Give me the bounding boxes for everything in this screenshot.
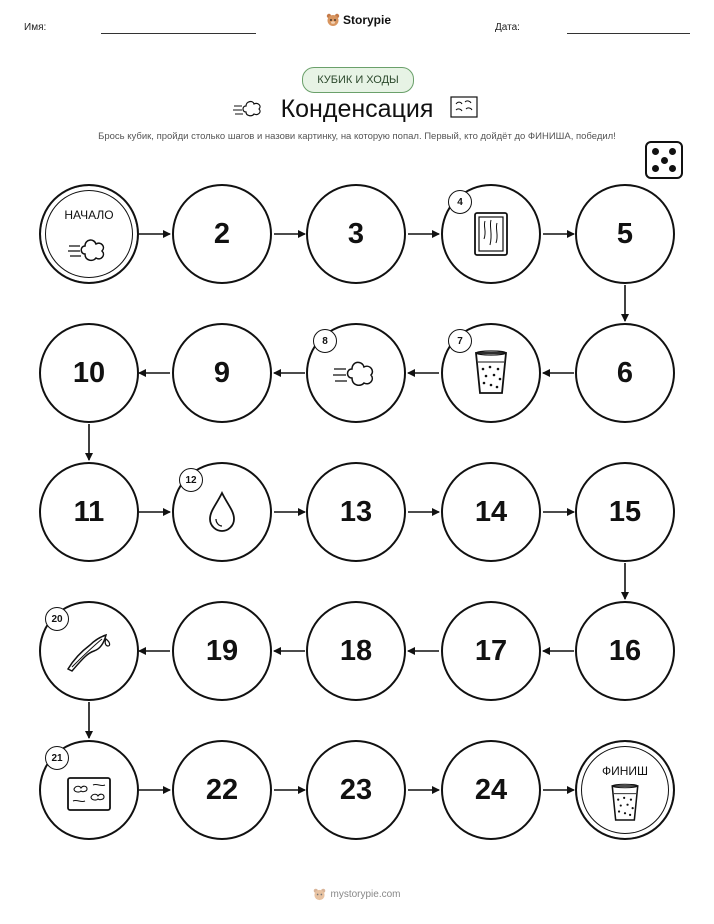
board-cell[interactable] (172, 184, 272, 284)
cell-number: 22 (205, 773, 239, 806)
name-label: Имя: (24, 22, 47, 33)
footer-url[interactable]: mystorypie.com (330, 889, 401, 900)
water-drop-icon (206, 491, 238, 533)
foggy-window-icon (471, 211, 511, 257)
cell-number-badge: 4 (448, 190, 472, 214)
cell-number: 6 (616, 356, 634, 389)
cell-number: 24 (474, 773, 508, 806)
cell-number-badge: 21 (45, 746, 69, 770)
cell-number-badge: 8 (313, 329, 337, 353)
cell-number: 14 (474, 495, 508, 528)
board-cell[interactable] (172, 323, 272, 423)
finish-label: ФИНИШ (601, 764, 649, 778)
board-cell[interactable] (306, 462, 406, 562)
steam-icon (332, 356, 380, 390)
board-cell[interactable] (575, 601, 675, 701)
board-cell[interactable] (172, 601, 272, 701)
cell-number: 11 (73, 495, 105, 528)
glass-droplets-icon (471, 349, 511, 397)
cell-number: 15 (608, 495, 642, 528)
instructions: Брось кубик, пройди столько шагов и назови картинку, на которую попал. Первый, кто дойдёт до ФИНИША, победил! (98, 131, 616, 142)
board-cell[interactable] (306, 740, 406, 840)
cell-number: 2 (213, 217, 231, 250)
cell-number: 10 (72, 356, 106, 389)
cloudy-window-icon (65, 775, 113, 813)
footer (0, 888, 714, 901)
board-cell[interactable] (39, 462, 139, 562)
cell-number: 19 (205, 634, 239, 667)
cell-number-badge: 20 (45, 607, 69, 631)
cell-number: 23 (339, 773, 373, 806)
cell-number-badge: 7 (448, 329, 472, 353)
game-type-badge: КУБИК И ХОДЫ (302, 67, 414, 93)
cell-number: 3 (347, 217, 365, 250)
cell-number-badge: 12 (179, 468, 203, 492)
leaf-dew-icon (64, 629, 114, 673)
board-cell[interactable] (575, 323, 675, 423)
cell-number: 16 (608, 634, 642, 667)
cell-number: 13 (339, 495, 373, 528)
board-cell[interactable] (575, 462, 675, 562)
board-cell[interactable] (172, 740, 272, 840)
board-cell[interactable] (39, 323, 139, 423)
board-cell[interactable] (441, 601, 541, 701)
brand-name: Storypie (343, 13, 392, 27)
steam-icon (67, 234, 111, 264)
bear-icon (313, 888, 326, 901)
cell-number: 5 (616, 217, 634, 250)
board-cell[interactable] (306, 184, 406, 284)
start-label: НАЧАЛО (64, 208, 114, 222)
cell-number: 9 (213, 356, 231, 389)
cell-number: 18 (339, 634, 373, 667)
board-cell[interactable] (441, 462, 541, 562)
glass-droplets-icon (608, 782, 642, 824)
board-cell[interactable] (441, 740, 541, 840)
date-label: Дата: (495, 22, 520, 33)
cell-number: 17 (474, 634, 508, 667)
finish-cell[interactable] (575, 740, 675, 840)
start-cell[interactable] (39, 184, 139, 284)
page-title: Конденсация (280, 95, 434, 123)
board-cell[interactable] (306, 601, 406, 701)
board-cell[interactable] (575, 184, 675, 284)
